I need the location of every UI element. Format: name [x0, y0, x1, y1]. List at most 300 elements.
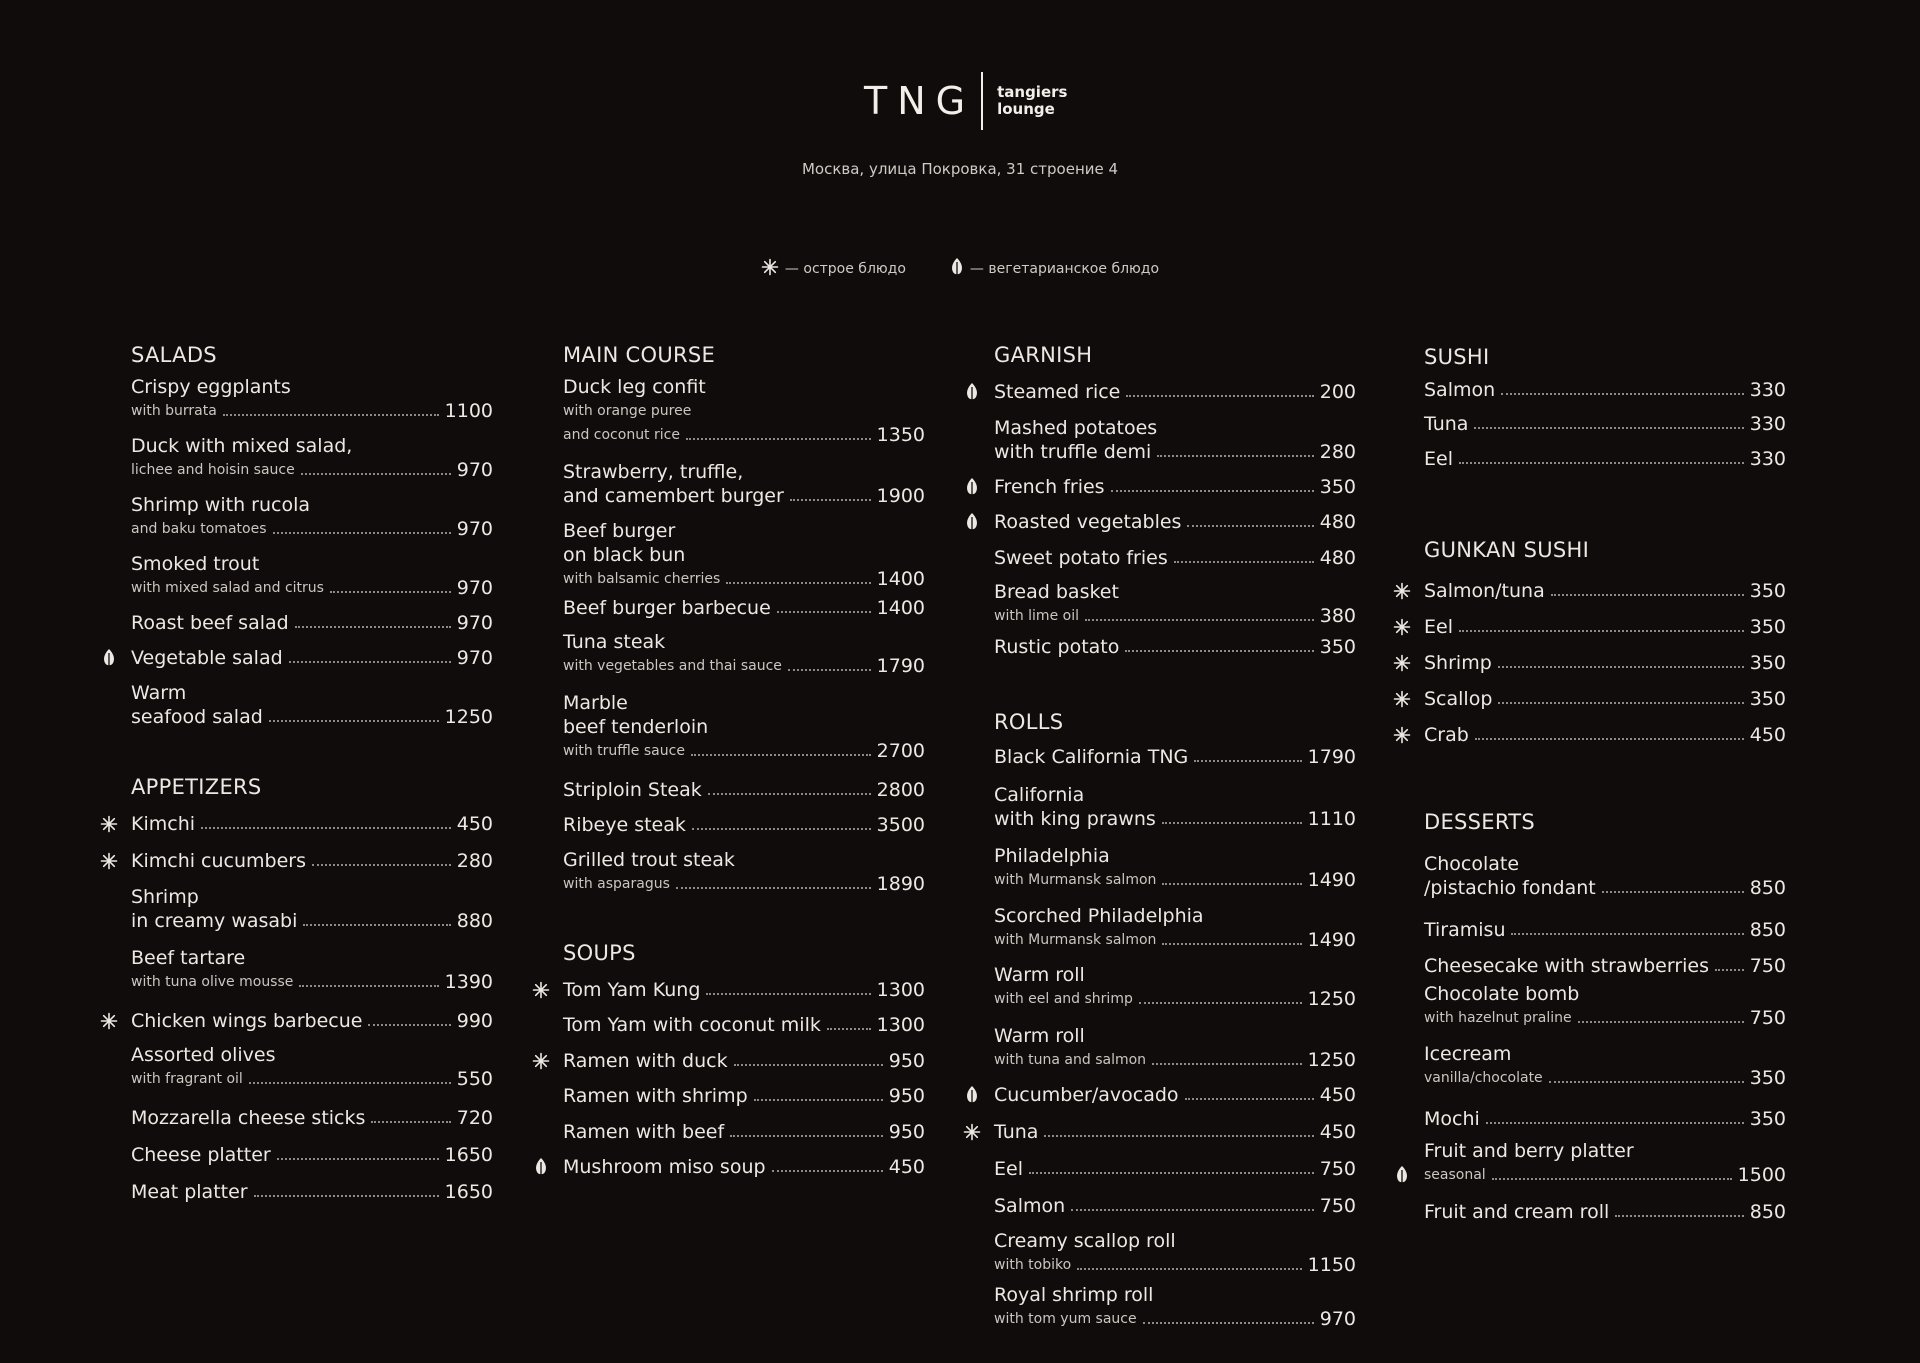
item-row — [563, 654, 925, 678]
item-name: seafood salad — [131, 706, 263, 728]
item-price: 1350 — [876, 424, 925, 446]
item-description: with lime oil — [994, 608, 1079, 624]
item-description: with tobiko — [994, 1257, 1072, 1273]
section-title: GUNKAN SUSHI — [1424, 538, 1590, 562]
leaf-icon — [962, 1085, 982, 1105]
item-row — [1424, 1200, 1786, 1224]
item-row — [1424, 1066, 1786, 1090]
dot-leader — [1551, 594, 1744, 596]
item-price: 1390 — [444, 971, 493, 993]
item-row — [994, 1083, 1356, 1107]
section-title: DESSERTS — [1424, 810, 1535, 834]
spicy-icon — [99, 851, 119, 871]
item-name: Creamy scallop roll — [994, 1230, 1176, 1252]
dot-leader — [273, 532, 451, 534]
item-name: Beef burger — [563, 520, 676, 542]
menu-item — [563, 1013, 925, 1037]
menu-item — [131, 493, 493, 541]
item-row — [994, 1048, 1356, 1072]
menu-item — [994, 546, 1356, 570]
menu-item — [1424, 852, 1786, 900]
item-price: 750 — [1319, 1195, 1356, 1217]
item-row — [1424, 579, 1786, 603]
menu-item — [131, 946, 493, 994]
menu-item — [994, 1024, 1356, 1072]
menu-item — [1424, 1042, 1786, 1090]
dot-leader — [777, 611, 871, 613]
menu-item — [994, 1229, 1356, 1277]
section-title: SALADS — [131, 343, 217, 367]
dot-leader — [299, 985, 438, 987]
dot-leader — [1125, 650, 1313, 652]
item-price: 350 — [1749, 616, 1786, 638]
dot-leader — [754, 1099, 883, 1101]
item-row — [994, 1194, 1356, 1218]
menu-item — [131, 1180, 493, 1204]
item-price: 970 — [456, 518, 493, 540]
item-price: 380 — [1319, 605, 1356, 627]
item-name: in creamy wasabi — [131, 910, 298, 932]
item-row — [563, 1084, 925, 1108]
menu-item — [131, 812, 493, 836]
section-appetizers — [131, 772, 493, 1203]
item-price: 350 — [1749, 1108, 1786, 1130]
dot-leader — [269, 720, 439, 722]
item-row — [994, 745, 1356, 769]
item-row — [1424, 687, 1786, 711]
menu-item — [1424, 954, 1786, 978]
item-row — [994, 807, 1356, 831]
leaf-icon — [1392, 1165, 1412, 1185]
dot-leader — [676, 887, 871, 889]
dot-leader — [1162, 883, 1301, 885]
item-price: 1500 — [1737, 1164, 1786, 1186]
item-name: Chocolate — [1424, 853, 1520, 875]
item-name: Salmon/tuna — [1424, 580, 1545, 602]
item-price: 970 — [456, 647, 493, 669]
item-row — [1424, 918, 1786, 942]
legend-veg — [950, 257, 1159, 281]
item-row — [994, 604, 1356, 628]
item-price: 480 — [1319, 547, 1356, 569]
menu-item — [131, 1009, 493, 1033]
item-row — [563, 484, 925, 508]
menu-item — [1424, 412, 1786, 436]
item-price: 1300 — [876, 1014, 925, 1036]
spicy-icon — [1392, 653, 1412, 673]
item-description: with burrata — [131, 403, 217, 419]
item-row — [1424, 876, 1786, 900]
item-name: Fruit and cream roll — [1424, 1201, 1610, 1223]
item-price: 450 — [1319, 1121, 1356, 1143]
dot-leader — [1085, 619, 1314, 621]
menu-item — [1424, 615, 1786, 639]
dot-leader — [726, 582, 870, 584]
item-name: Beef tartare — [131, 947, 246, 969]
menu-item — [131, 885, 493, 933]
item-name: Cheesecake with strawberries — [1424, 955, 1710, 977]
dot-leader — [772, 1170, 883, 1172]
spicy-icon — [1392, 689, 1412, 709]
dot-leader — [1549, 1081, 1744, 1083]
item-name: Royal shrimp roll — [994, 1284, 1154, 1306]
item-row — [563, 596, 925, 620]
item-row — [994, 987, 1356, 1011]
item-description: with tuna olive mousse — [131, 974, 294, 990]
item-price: 200 — [1319, 381, 1356, 403]
item-name: Duck leg confit — [563, 376, 706, 398]
item-name: Cheese platter — [131, 1144, 271, 1166]
dot-leader — [734, 1064, 883, 1066]
item-price: 350 — [1749, 688, 1786, 710]
item-name: Black California TNG — [994, 746, 1189, 768]
item-name: Chocolate bomb — [1424, 983, 1580, 1005]
dot-leader — [1162, 822, 1302, 824]
item-price: 750 — [1749, 955, 1786, 977]
menu-item — [131, 375, 493, 423]
item-price: 1900 — [876, 485, 925, 507]
item-price: 330 — [1749, 448, 1786, 470]
item-price: 850 — [1749, 877, 1786, 899]
item-price: 1890 — [876, 873, 925, 895]
item-description: and coconut rice — [563, 427, 680, 443]
item-description: with tuna and salmon — [994, 1052, 1147, 1068]
dot-leader — [1498, 702, 1743, 704]
menu-item — [131, 552, 493, 600]
item-name: beef tenderloin — [563, 716, 709, 738]
item-price: 970 — [456, 459, 493, 481]
item-description: vanilla/chocolate — [1424, 1070, 1543, 1086]
item-price: 550 — [456, 1068, 493, 1090]
item-name: Ramen with beef — [563, 1121, 725, 1143]
dot-leader — [1501, 393, 1744, 395]
item-name: Tuna — [1424, 413, 1469, 435]
item-row — [563, 1120, 925, 1144]
dot-leader — [249, 1082, 451, 1084]
item-price: 1490 — [1307, 929, 1356, 951]
item-price: 280 — [456, 850, 493, 872]
dot-leader — [1474, 427, 1743, 429]
item-name: with truffle demi — [994, 441, 1152, 463]
menu-item — [131, 849, 493, 873]
menu-item — [131, 611, 493, 635]
item-row — [131, 576, 493, 600]
section-rolls — [994, 707, 1356, 1330]
item-name: Salmon — [1424, 379, 1496, 401]
item-price: 950 — [888, 1050, 925, 1072]
item-row — [994, 868, 1356, 892]
item-name: Salmon — [994, 1195, 1066, 1217]
section-sushi — [1424, 342, 1786, 470]
item-name: Crispy eggplants — [131, 376, 291, 398]
item-row — [131, 458, 493, 482]
item-name: Tom Yam with coconut milk — [563, 1014, 821, 1036]
item-price: 880 — [456, 910, 493, 932]
menu-item — [994, 380, 1356, 404]
item-price: 1490 — [1307, 869, 1356, 891]
section-title: MAIN COURSE — [563, 343, 716, 367]
item-name: Shrimp — [1424, 652, 1492, 674]
dot-leader — [312, 864, 451, 866]
item-price: 480 — [1319, 511, 1356, 533]
item-description: with vegetables and thai sauce — [563, 658, 782, 674]
menu-item — [131, 1106, 493, 1130]
item-price: 350 — [1749, 580, 1786, 602]
dot-leader — [1459, 462, 1744, 464]
dot-leader — [223, 414, 439, 416]
dot-leader — [1459, 630, 1744, 632]
menu-item — [563, 691, 925, 763]
dot-leader — [1077, 1268, 1301, 1270]
item-row — [1424, 1163, 1786, 1187]
menu-item — [563, 813, 925, 837]
item-price: 1790 — [876, 655, 925, 677]
item-name: Ramen with shrimp — [563, 1085, 748, 1107]
item-name: Roast beef salad — [131, 612, 289, 634]
logo-text-line1: tangiers — [997, 83, 1068, 101]
item-row — [994, 475, 1356, 499]
menu-item — [1424, 1200, 1786, 1224]
menu-item — [563, 978, 925, 1002]
menu-item — [563, 630, 925, 678]
item-row — [563, 423, 925, 447]
item-price: 970 — [456, 577, 493, 599]
menu-item — [563, 519, 925, 591]
dot-leader — [303, 924, 450, 926]
dot-leader — [1126, 395, 1313, 397]
menu-item — [131, 681, 493, 729]
item-name: Striploin Steak — [563, 779, 702, 801]
item-name: Mushroom miso soup — [563, 1156, 766, 1178]
item-name: Marble — [563, 692, 628, 714]
item-row — [131, 812, 493, 836]
item-name: Tuna — [994, 1121, 1039, 1143]
dot-leader — [686, 438, 871, 440]
item-price: 450 — [456, 813, 493, 835]
dot-leader — [1498, 666, 1744, 668]
item-row — [1424, 954, 1786, 978]
item-name: Eel — [1424, 448, 1453, 470]
item-description: with eel and shrimp — [994, 991, 1133, 1007]
menu-item — [994, 745, 1356, 769]
menu-item — [994, 904, 1356, 952]
dot-leader — [1187, 525, 1313, 527]
item-row — [1424, 1006, 1786, 1030]
dot-leader — [1486, 1122, 1744, 1124]
menu-item — [131, 1043, 493, 1091]
item-description: with fragrant oil — [131, 1071, 243, 1087]
item-name: and camembert burger — [563, 485, 784, 507]
dot-leader — [1139, 1002, 1302, 1004]
item-description: seasonal — [1424, 1167, 1486, 1183]
menu-item — [563, 375, 925, 447]
item-name: Tuna steak — [563, 631, 666, 653]
item-name: Scorched Philadelphia — [994, 905, 1204, 927]
item-price: 280 — [1319, 441, 1356, 463]
item-price: 970 — [1319, 1308, 1356, 1330]
item-name: Shrimp with rucola — [131, 494, 310, 516]
dot-leader — [1511, 933, 1743, 935]
item-name: Assorted olives — [131, 1044, 276, 1066]
item-name: Kimchi cucumbers — [131, 850, 306, 872]
menu-item — [1424, 918, 1786, 942]
item-description: with tom yum sauce — [994, 1311, 1137, 1327]
spicy-icon — [962, 1122, 982, 1142]
item-price: 450 — [1749, 724, 1786, 746]
item-row — [1424, 615, 1786, 639]
item-row — [1424, 378, 1786, 402]
item-row — [563, 567, 925, 591]
dot-leader — [1143, 1322, 1314, 1324]
item-name: California — [994, 784, 1085, 806]
item-name: Eel — [994, 1158, 1023, 1180]
item-price: 750 — [1319, 1158, 1356, 1180]
section-title: GARNISH — [994, 343, 1093, 367]
spicy-icon — [1392, 725, 1412, 745]
section-garnish — [994, 340, 1356, 658]
dot-leader — [277, 1158, 439, 1160]
item-price: 1300 — [876, 979, 925, 1001]
item-name: with king prawns — [994, 808, 1156, 830]
section-title: SOUPS — [563, 941, 636, 965]
item-name: Ribeye steak — [563, 814, 686, 836]
item-row — [131, 1009, 493, 1033]
dot-leader — [788, 669, 871, 671]
item-price: 1400 — [876, 568, 925, 590]
item-price: 1100 — [444, 400, 493, 422]
item-description: with asparagus — [563, 876, 670, 892]
dot-leader — [254, 1195, 439, 1197]
item-price: 350 — [1749, 1067, 1786, 1089]
item-name: Bread basket — [994, 581, 1119, 603]
dot-leader — [827, 1028, 871, 1030]
dot-leader — [301, 473, 451, 475]
item-row — [563, 872, 925, 896]
menu-item — [994, 510, 1356, 534]
item-description: with balsamic cherries — [563, 571, 721, 587]
item-price: 1400 — [876, 597, 925, 619]
item-price: 1250 — [444, 706, 493, 728]
section-salads — [131, 340, 493, 728]
menu-item — [994, 963, 1356, 1011]
item-name: Tiramisu — [1424, 919, 1506, 941]
item-row — [131, 517, 493, 541]
dot-leader — [1044, 1135, 1313, 1137]
spicy-icon — [1392, 617, 1412, 637]
item-name: Shrimp — [131, 886, 199, 908]
legend-spicy — [761, 257, 906, 281]
item-price: 970 — [456, 612, 493, 634]
item-row — [131, 1106, 493, 1130]
menu-item — [994, 1083, 1356, 1107]
logo — [864, 72, 1067, 130]
item-price: 350 — [1319, 476, 1356, 498]
dot-leader — [691, 754, 871, 756]
menu-item — [1424, 378, 1786, 402]
section-soups — [563, 938, 925, 1178]
item-name: Meat platter — [131, 1181, 248, 1203]
item-name: Strawberry, truffle, — [563, 461, 744, 483]
item-name: Beef burger barbecue — [563, 597, 771, 619]
item-description: lichee and hoisin sauce — [131, 462, 295, 478]
menu-item — [131, 646, 493, 670]
item-row — [563, 1013, 925, 1037]
dot-leader — [1071, 1209, 1314, 1211]
item-price: 750 — [1749, 1007, 1786, 1029]
legend — [0, 257, 1920, 281]
item-price: 1150 — [1307, 1254, 1356, 1276]
section-title: APPETIZERS — [131, 775, 262, 799]
item-row — [994, 1307, 1356, 1331]
leaf-icon — [962, 477, 982, 497]
dot-leader — [1111, 490, 1314, 492]
menu-item — [994, 783, 1356, 831]
leaf-icon — [531, 1157, 551, 1177]
menu-item — [1424, 982, 1786, 1030]
item-description: with mixed salad and citrus — [131, 580, 324, 596]
leaf-icon — [99, 648, 119, 668]
item-name: Warm roll — [994, 1025, 1085, 1047]
item-name: Vegetable salad — [131, 647, 283, 669]
item-price: 1250 — [1307, 988, 1356, 1010]
menu-item — [994, 580, 1356, 628]
legend-veg-label: — вегетарианское блюдо — [969, 261, 1160, 277]
menu-item — [994, 1283, 1356, 1331]
item-row — [994, 1120, 1356, 1144]
dot-leader — [1715, 969, 1744, 971]
section-main — [563, 340, 925, 895]
item-name: Smoked trout — [131, 553, 260, 575]
item-price: 450 — [1319, 1084, 1356, 1106]
menu-item — [131, 1143, 493, 1167]
dot-leader — [790, 499, 871, 501]
item-price: 950 — [888, 1121, 925, 1143]
spicy-icon — [531, 980, 551, 1000]
item-row — [563, 1049, 925, 1073]
item-name: Kimchi — [131, 813, 196, 835]
item-price: 350 — [1319, 636, 1356, 658]
menu-item — [994, 1120, 1356, 1144]
menu-item — [563, 596, 925, 620]
item-name: Tom Yam Kung — [563, 979, 701, 1001]
address: Москва, улица Покровка, 31 строение 4 — [801, 160, 1119, 178]
logo-divider — [981, 72, 983, 130]
menu-item — [563, 460, 925, 508]
item-description: with truffle sauce — [563, 743, 685, 759]
item-price: 990 — [456, 1010, 493, 1032]
spicy-icon — [99, 814, 119, 834]
item-row — [131, 646, 493, 670]
item-row — [1424, 651, 1786, 675]
menu-item — [563, 778, 925, 802]
menu-item — [994, 1157, 1356, 1181]
dot-leader — [289, 661, 451, 663]
menu-item — [1424, 651, 1786, 675]
item-name: Cucumber/avocado — [994, 1084, 1179, 1106]
dot-leader — [1162, 943, 1301, 945]
item-name: Scallop — [1424, 688, 1493, 710]
item-name: Roasted vegetables — [994, 511, 1182, 533]
dot-leader — [1615, 1215, 1743, 1217]
item-row — [563, 778, 925, 802]
section-title: SUSHI — [1424, 345, 1490, 369]
item-row — [131, 849, 493, 873]
menu-item — [131, 434, 493, 482]
menu-item — [994, 1194, 1356, 1218]
item-price: 850 — [1749, 1201, 1786, 1223]
item-price: 330 — [1749, 413, 1786, 435]
spicy-icon — [1392, 581, 1412, 601]
